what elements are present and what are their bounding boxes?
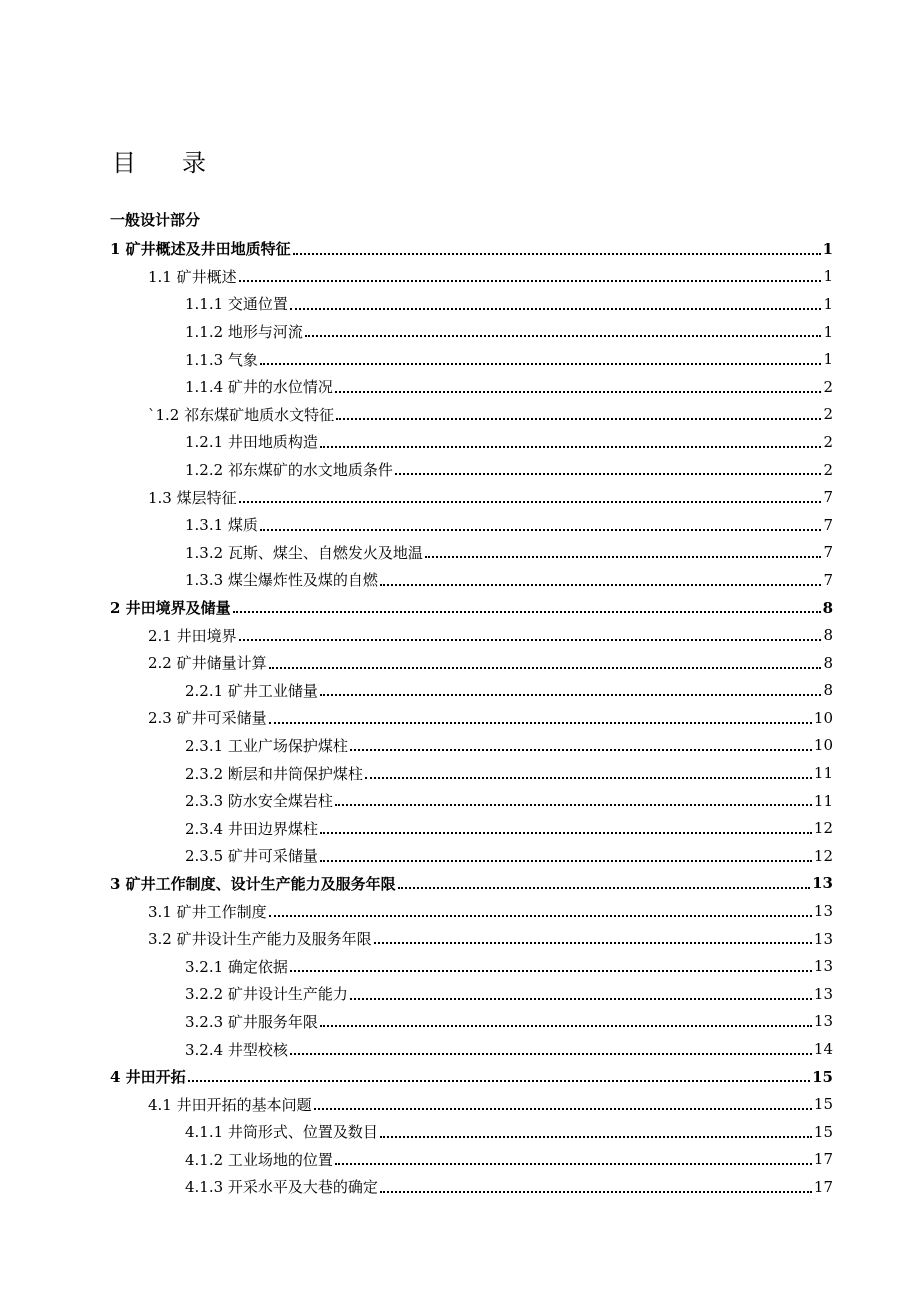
toc-dot-leader	[290, 1053, 812, 1055]
toc-entry[interactable]	[110, 980, 833, 1008]
toc-page-number: 1	[823, 350, 833, 369]
toc-entry-label: 1 矿井概述及井田地质特征	[110, 240, 291, 259]
toc-entry-label: 1.1.1 交通位置	[185, 295, 288, 314]
toc-dot-leader	[290, 308, 822, 310]
toc-entry-label: 2.3.4 井田边界煤柱	[185, 819, 318, 838]
section-heading: 一般设计部分	[110, 211, 201, 229]
toc-entry-label: 1.3 煤层特征	[148, 488, 237, 507]
toc-entry[interactable]	[110, 1008, 833, 1036]
toc-page-number: 1	[823, 294, 833, 313]
toc-entry[interactable]	[110, 539, 833, 567]
toc-dot-leader	[239, 639, 822, 641]
toc-entry[interactable]	[110, 787, 833, 815]
table-of-contents	[110, 235, 833, 1201]
toc-dot-leader	[374, 942, 812, 944]
toc-page-number: 7	[823, 515, 833, 534]
toc-dot-leader	[269, 915, 812, 917]
toc-entry-label: 4.1.2 工业场地的位置	[185, 1150, 333, 1169]
toc-entry-label: 3.2.4 井型校核	[185, 1040, 288, 1059]
toc-dot-leader	[320, 694, 822, 696]
toc-page-number: 8	[823, 681, 833, 700]
toc-page-number: 10	[813, 736, 833, 755]
toc-entry[interactable]	[110, 1146, 833, 1174]
toc-dot-leader	[320, 860, 812, 862]
toc-entry[interactable]	[110, 1118, 833, 1146]
toc-page-number: 1	[823, 267, 833, 286]
toc-page-number: 8	[823, 653, 833, 672]
toc-dot-leader	[350, 998, 812, 1000]
toc-entry[interactable]	[110, 897, 833, 925]
toc-dot-leader	[350, 749, 812, 751]
toc-dot-leader	[395, 473, 822, 475]
toc-page-number: 17	[813, 1150, 833, 1169]
toc-entry[interactable]	[110, 649, 833, 677]
toc-entry[interactable]	[110, 925, 833, 953]
toc-dot-leader	[398, 887, 810, 889]
toc-entry-label: 1.3.2 瓦斯、煤尘、自燃发火及地温	[185, 543, 423, 562]
toc-page-number: 8	[822, 598, 833, 617]
toc-dot-leader	[365, 777, 812, 779]
toc-dot-leader	[269, 667, 822, 669]
toc-entry-label: 3.2.2 矿井设计生产能力	[185, 985, 348, 1004]
toc-entry-label: 2.1 井田境界	[148, 626, 237, 645]
toc-entry[interactable]	[110, 952, 833, 980]
toc-dot-leader	[320, 446, 822, 448]
toc-dot-leader	[336, 418, 821, 420]
toc-dot-leader	[380, 1136, 812, 1138]
toc-page-number: 7	[823, 570, 833, 589]
toc-entry[interactable]	[110, 290, 833, 318]
toc-page-number: 2	[823, 377, 833, 396]
toc-page-number: 13	[813, 984, 833, 1003]
toc-entry-label: 1.1.3 气象	[185, 350, 258, 369]
toc-page-number: 12	[813, 819, 833, 838]
toc-dot-leader	[188, 1080, 810, 1082]
toc-page-number: 2	[823, 432, 833, 451]
toc-page-number: 17	[813, 1177, 833, 1196]
toc-entry-label: 4 井田开拓	[110, 1068, 186, 1087]
toc-entry[interactable]	[110, 428, 833, 456]
toc-entry-label: 1.2.1 井田地质构造	[185, 433, 318, 452]
toc-page-number: 11	[813, 764, 833, 783]
toc-entry-label: 2.3 矿井可采储量	[148, 709, 267, 728]
toc-page-number: 13	[813, 957, 833, 976]
toc-entry[interactable]	[110, 621, 833, 649]
toc-entry-label: 2.3.2 断层和井筒保护煤柱	[185, 764, 363, 783]
page-title	[112, 146, 208, 180]
title-char-left: 目	[112, 149, 138, 177]
toc-entry-label: 3.2.1 确定依据	[185, 957, 288, 976]
toc-entry[interactable]	[110, 483, 833, 511]
toc-entry[interactable]	[110, 1063, 833, 1091]
toc-entry-label: 2.3.1 工业广场保护煤柱	[185, 736, 348, 755]
toc-entry[interactable]	[110, 759, 833, 787]
toc-dot-leader	[320, 832, 812, 834]
toc-dot-leader	[425, 556, 822, 558]
toc-page-number: 10	[813, 708, 833, 727]
toc-entry-label: 1.1 矿井概述	[148, 267, 237, 286]
toc-entry-label: 1.3.3 煤尘爆炸性及煤的自燃	[185, 571, 378, 590]
toc-entry[interactable]	[110, 566, 833, 594]
toc-page-number: 11	[813, 791, 833, 810]
toc-entry[interactable]	[110, 732, 833, 760]
toc-entry[interactable]	[110, 263, 833, 291]
toc-dot-leader	[380, 1191, 812, 1193]
toc-page-number: 13	[813, 929, 833, 948]
toc-entry-label: 1.3.1 煤质	[185, 516, 258, 535]
toc-page-number: 15	[813, 1122, 833, 1141]
toc-entry-label: 4.1.3 开采水平及大巷的确定	[185, 1178, 378, 1197]
toc-dot-leader	[320, 1025, 812, 1027]
toc-entry[interactable]	[110, 1090, 833, 1118]
toc-page-number: 1	[822, 239, 833, 258]
toc-dot-leader	[233, 611, 821, 613]
toc-entry[interactable]	[110, 235, 833, 263]
toc-dot-leader	[335, 1163, 812, 1165]
toc-entry[interactable]	[110, 677, 833, 705]
toc-page-number: 15	[813, 1095, 833, 1114]
toc-entry-label: 2.2.1 矿井工业储量	[185, 681, 318, 700]
toc-dot-leader	[335, 391, 822, 393]
toc-entry[interactable]	[110, 842, 833, 870]
toc-entry[interactable]	[110, 373, 833, 401]
toc-entry[interactable]	[110, 594, 833, 622]
toc-entry[interactable]	[110, 1035, 833, 1063]
toc-page-number: 15	[812, 1067, 833, 1086]
toc-dot-leader	[239, 280, 822, 282]
toc-dot-leader	[260, 363, 822, 365]
toc-dot-leader	[293, 253, 821, 255]
toc-page-number: 1	[823, 322, 833, 341]
toc-entry[interactable]	[110, 345, 833, 373]
toc-entry[interactable]	[110, 401, 833, 429]
toc-entry-label: 2.3.5 矿井可采储量	[185, 847, 318, 866]
toc-entry-label: 1.2.2 祁东煤矿的水文地质条件	[185, 461, 393, 480]
toc-entry[interactable]	[110, 814, 833, 842]
toc-dot-leader	[335, 804, 812, 806]
toc-dot-leader	[239, 501, 822, 503]
toc-entry-label: 2.3.3 防水安全煤岩柱	[185, 792, 333, 811]
toc-dot-leader	[314, 1108, 812, 1110]
toc-entry-label: 1.1.4 矿井的水位情况	[185, 378, 333, 397]
toc-page-number: 13	[812, 874, 833, 893]
toc-dot-leader	[305, 335, 822, 337]
toc-entry-label: 3.2.3 矿井服务年限	[185, 1012, 318, 1031]
toc-page-number: 13	[813, 902, 833, 921]
toc-page-number: 2	[823, 460, 833, 479]
toc-entry-label: 2.2 矿井储量计算	[148, 654, 267, 673]
toc-page-number: 13	[813, 1012, 833, 1031]
toc-entry-label: `1.2 祁东煤矿地质水文特征	[148, 405, 335, 424]
toc-page-number: 8	[823, 626, 833, 645]
toc-entry-label: 2 井田境界及储量	[110, 599, 231, 618]
toc-dot-leader	[260, 529, 822, 531]
toc-entry-label: 4.1 井田开拓的基本问题	[148, 1095, 312, 1114]
toc-entry[interactable]	[110, 511, 833, 539]
toc-page-number: 2	[823, 405, 833, 424]
toc-dot-leader	[269, 722, 812, 724]
toc-entry[interactable]	[110, 870, 833, 898]
toc-dot-leader	[290, 970, 812, 972]
toc-page-number: 7	[823, 543, 833, 562]
toc-entry[interactable]	[110, 456, 833, 484]
toc-entry-label: 3.2 矿井设计生产能力及服务年限	[148, 930, 372, 949]
title-char-right: 录	[182, 149, 208, 177]
toc-entry-label: 1.1.2 地形与河流	[185, 323, 303, 342]
toc-page-number: 12	[813, 846, 833, 865]
toc-entry[interactable]	[110, 318, 833, 346]
toc-dot-leader	[380, 584, 822, 586]
toc-page-number: 7	[823, 488, 833, 507]
toc-entry[interactable]	[110, 1173, 833, 1201]
toc-page-number: 14	[813, 1040, 833, 1059]
toc-entry-label: 3.1 矿井工作制度	[148, 902, 267, 921]
toc-entry-label: 3 矿井工作制度、设计生产能力及服务年限	[110, 874, 396, 893]
toc-entry-label: 4.1.1 井筒形式、位置及数目	[185, 1123, 378, 1142]
toc-entry[interactable]	[110, 704, 833, 732]
